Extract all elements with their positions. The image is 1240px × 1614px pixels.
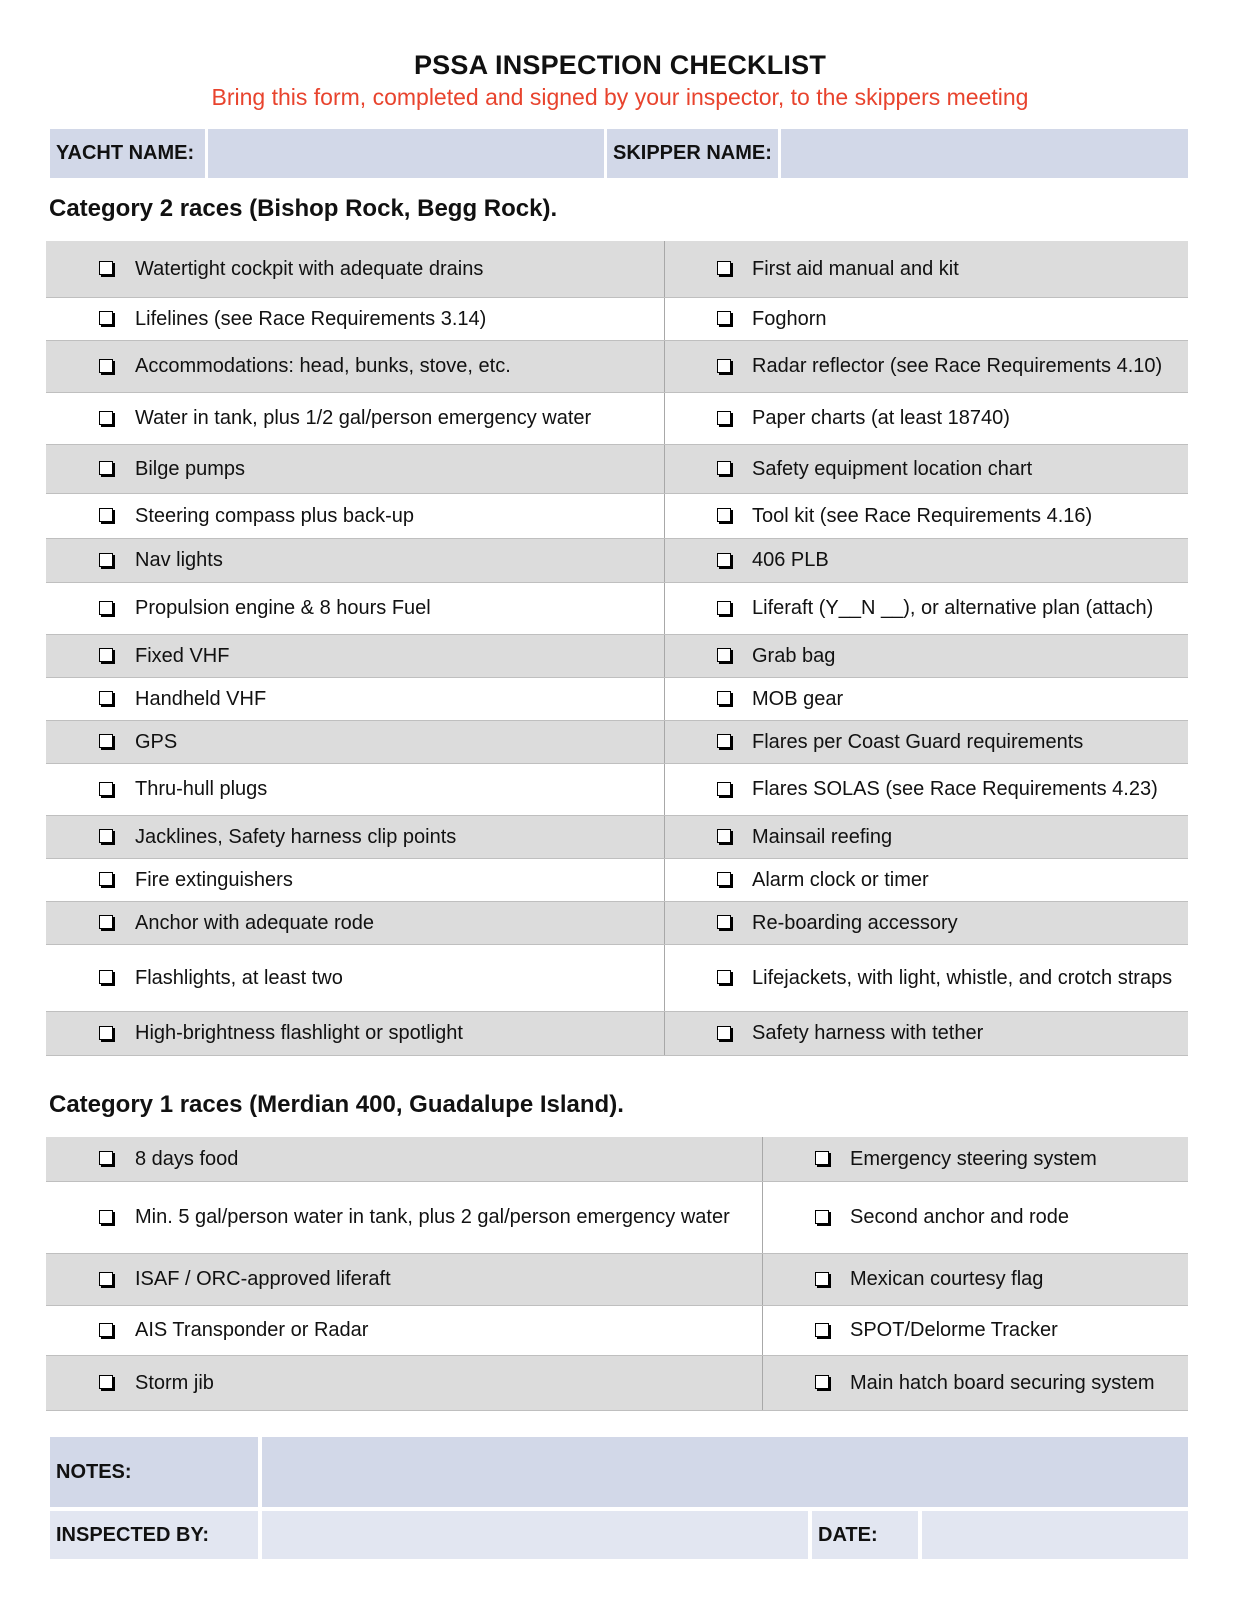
checklist-row <box>46 241 1188 298</box>
date-field[interactable] <box>922 1511 1188 1559</box>
checklist-item-label: Mexican courtesy flag <box>850 1268 1044 1290</box>
checklist-item <box>665 298 1188 340</box>
checklist-item <box>665 945 1188 1011</box>
checklist-item <box>46 494 665 538</box>
checkbox[interactable] <box>99 461 113 475</box>
checklist-item <box>665 678 1188 720</box>
page-title: PSSA INSPECTION CHECKLIST <box>413 50 827 80</box>
checkbox[interactable] <box>99 829 113 843</box>
checklist-row <box>46 816 1188 859</box>
checklist-item-label: GPS <box>135 730 178 753</box>
checklist-row <box>46 1306 1188 1356</box>
checkbox[interactable] <box>99 734 113 748</box>
checkbox[interactable] <box>99 915 113 929</box>
checkbox[interactable] <box>99 411 113 425</box>
checklist-item-label: Tool kit (see Race Requirements 4.16) <box>752 504 1093 527</box>
checkbox[interactable] <box>717 872 731 886</box>
checklist-row <box>46 1182 1188 1254</box>
checklist-item-label: SPOT/Delorme Tracker <box>850 1319 1058 1341</box>
checklist-item-label: 406 PLB <box>752 549 829 571</box>
checklist-item <box>665 764 1188 815</box>
checklist-item <box>46 816 665 858</box>
checklist-item <box>763 1254 1188 1305</box>
checklist-item <box>46 678 665 720</box>
checklist-item <box>665 393 1188 444</box>
checklist-item-label: Bilge pumps <box>135 457 246 480</box>
checklist-item-label: Flares per Coast Guard requirements <box>752 730 1084 753</box>
checklist-item <box>46 1306 763 1355</box>
checklist-item <box>46 1182 763 1253</box>
checklist-row <box>46 902 1188 945</box>
checklist-item-label: Steering compass plus back-up <box>135 504 415 527</box>
checkbox[interactable] <box>815 1272 829 1286</box>
checklist-item-label: Anchor with adequate rode <box>135 911 375 934</box>
checklist-item <box>46 945 665 1011</box>
checklist-item-label: Lifejackets, with light, whistle, and crotch straps <box>752 966 1173 989</box>
checklist-item <box>46 764 665 815</box>
checkbox[interactable] <box>99 872 113 886</box>
checklist-row <box>46 1137 1188 1182</box>
category-2-checklist <box>46 241 1188 1056</box>
checklist-item-label: Re-boarding accessory <box>752 911 958 934</box>
name-bar <box>50 129 1188 178</box>
checklist-item <box>665 445 1188 493</box>
category-1-heading: Category 1 races (Merdian 400, Guadalupe Island). <box>49 1091 624 1118</box>
checklist-item-label: First aid manual and kit <box>752 257 959 280</box>
checklist-item <box>763 1137 1188 1181</box>
checklist-item-label: Nav lights <box>135 549 223 571</box>
checklist-item <box>46 241 665 297</box>
checklist-item-label: Watertight cockpit with adequate drains <box>135 257 484 280</box>
checklist-item <box>665 341 1188 392</box>
checkbox[interactable] <box>99 648 113 662</box>
checklist-item-label: Paper charts (at least 18740) <box>752 407 1010 429</box>
notes-section <box>50 1437 1188 1507</box>
notes-field[interactable] <box>262 1437 1188 1507</box>
checklist-row <box>46 494 1188 539</box>
checkbox[interactable] <box>815 1151 829 1165</box>
checkbox[interactable] <box>717 915 731 929</box>
checkbox[interactable] <box>99 970 113 984</box>
date-label: DATE: <box>812 1511 918 1559</box>
checklist-item-label: Propulsion engine & 8 hours Fuel <box>135 597 431 619</box>
category-2-heading: Category 2 races (Bishop Rock, Begg Rock). <box>49 195 558 222</box>
checklist-item-label: Storm jib <box>135 1371 214 1394</box>
checklist-item <box>46 1012 665 1055</box>
checklist-item <box>46 1356 763 1410</box>
checklist-row <box>46 341 1188 393</box>
checkbox[interactable] <box>99 691 113 705</box>
yacht-name-label: YACHT NAME: <box>50 129 205 178</box>
checkbox[interactable] <box>717 1026 731 1040</box>
checklist-item-label: Lifelines (see Race Requirements 3.14) <box>135 307 487 330</box>
checklist-item <box>763 1356 1188 1410</box>
skipper-name-label: SKIPPER NAME: <box>607 129 778 178</box>
checklist-row <box>46 1254 1188 1306</box>
checkbox[interactable] <box>99 1210 113 1224</box>
checkbox[interactable] <box>717 311 731 325</box>
checklist-item <box>46 859 665 901</box>
checklist-row <box>46 678 1188 721</box>
checkbox[interactable] <box>99 359 113 373</box>
checklist-item-label: Radar reflector (see Race Requirements 4.10) <box>752 355 1163 377</box>
checkbox[interactable] <box>99 1151 113 1165</box>
checkbox[interactable] <box>99 311 113 325</box>
checkbox[interactable] <box>815 1323 829 1337</box>
checklist-item-label: Handheld VHF <box>135 687 267 710</box>
inspected-by-label: INSPECTED BY: <box>50 1511 258 1559</box>
checklist-item <box>763 1306 1188 1355</box>
checklist-item <box>46 341 665 392</box>
checklist-item <box>665 539 1188 582</box>
inspection-section <box>50 1511 1188 1559</box>
inspected-by-field[interactable] <box>262 1511 808 1559</box>
checkbox[interactable] <box>717 829 731 843</box>
checklist-item-label: 8 days food <box>135 1147 239 1170</box>
checklist-item <box>46 721 665 763</box>
checkbox[interactable] <box>717 782 731 796</box>
checklist-item-label: Emergency steering system <box>850 1147 1097 1170</box>
checklist-item-label: Min. 5 gal/person water in tank, plus 2 gal/person emergency water <box>135 1206 730 1228</box>
checkbox[interactable] <box>717 601 731 615</box>
checklist-item <box>46 298 665 340</box>
checkbox[interactable] <box>99 553 113 567</box>
checklist-item <box>46 1254 763 1305</box>
checklist-item-label: Flares SOLAS (see Race Requirements 4.23) <box>752 778 1158 800</box>
checklist-item-label: MOB gear <box>752 687 844 710</box>
checklist-item-label: Grab bag <box>752 644 836 667</box>
checkbox[interactable] <box>99 601 113 615</box>
checklist-item-label: Flashlights, at least two <box>135 966 343 989</box>
checklist-row <box>46 1356 1188 1411</box>
checklist-item <box>665 1012 1188 1055</box>
checklist-row <box>46 298 1188 341</box>
checklist-item <box>665 859 1188 901</box>
checklist-item <box>46 635 665 677</box>
checkbox[interactable] <box>717 691 731 705</box>
checklist-row <box>46 764 1188 816</box>
checklist-item <box>46 393 665 444</box>
checkbox[interactable] <box>717 261 731 275</box>
checklist-item <box>665 583 1188 634</box>
checklist-item <box>46 1137 763 1181</box>
checklist-row <box>46 539 1188 583</box>
checkbox[interactable] <box>815 1375 829 1389</box>
checkbox[interactable] <box>717 359 731 373</box>
checklist-row <box>46 445 1188 494</box>
checkbox[interactable] <box>717 461 731 475</box>
checklist-row <box>46 721 1188 764</box>
checklist-item-label: Second anchor and rode <box>850 1206 1070 1228</box>
checklist-item-label: Alarm clock or timer <box>752 868 929 891</box>
checklist-item <box>665 816 1188 858</box>
checklist-item-label: AIS Transponder or Radar <box>135 1319 369 1341</box>
checklist-item-label: Foghorn <box>752 307 827 330</box>
checkbox[interactable] <box>717 734 731 748</box>
checklist-item-label: High-brightness flashlight or spotlight <box>135 1022 463 1044</box>
checkbox[interactable] <box>717 648 731 662</box>
skipper-name-field[interactable] <box>781 129 1188 178</box>
checklist-item <box>763 1182 1188 1253</box>
checklist-item-label: Water in tank, plus 1/2 gal/person emergency water <box>135 407 592 429</box>
checkbox[interactable] <box>99 508 113 522</box>
checklist-row <box>46 945 1188 1012</box>
checklist-item <box>665 902 1188 944</box>
checklist-item <box>665 241 1188 297</box>
checkbox[interactable] <box>99 261 113 275</box>
checklist-row <box>46 635 1188 678</box>
checklist-item-label: Safety equipment location chart <box>752 457 1033 480</box>
checkbox[interactable] <box>717 411 731 425</box>
checklist-item <box>665 494 1188 538</box>
checklist-item-label: Jacklines, Safety harness clip points <box>135 825 457 848</box>
checkbox[interactable] <box>717 970 731 984</box>
yacht-name-field[interactable] <box>208 129 604 178</box>
checklist-item <box>46 583 665 634</box>
checklist-item-label: Accommodations: head, bunks, stove, etc. <box>135 355 511 377</box>
checklist-row <box>46 859 1188 902</box>
checklist-item <box>46 539 665 582</box>
checkbox[interactable] <box>717 553 731 567</box>
checkbox[interactable] <box>99 1375 113 1389</box>
checklist-item-label: Safety harness with tether <box>752 1022 984 1044</box>
checkbox[interactable] <box>99 1323 113 1337</box>
checklist-item-label: Mainsail reefing <box>752 825 893 848</box>
checklist-item-label: Liferaft (Y__N __), or alternative plan (attach) <box>752 597 1154 619</box>
form-instructions: Bring this form, completed and signed by your inspector, to the skippers meeting <box>211 84 1029 110</box>
checklist-item-label: Fixed VHF <box>135 644 230 667</box>
checklist-item-label: Fire extinguishers <box>135 868 293 891</box>
checklist-item <box>665 635 1188 677</box>
checklist-row <box>46 1012 1188 1056</box>
checkbox[interactable] <box>99 1272 113 1286</box>
notes-label: NOTES: <box>50 1437 258 1507</box>
checklist-item-label: Main hatch board securing system <box>850 1371 1155 1394</box>
checklist-item-label: ISAF / ORC-approved liferaft <box>135 1268 391 1290</box>
checkbox[interactable] <box>99 1026 113 1040</box>
checkbox[interactable] <box>717 508 731 522</box>
checklist-item <box>46 445 665 493</box>
checklist-item <box>665 721 1188 763</box>
checklist-row <box>46 583 1188 635</box>
category-1-checklist <box>46 1137 1188 1411</box>
checklist-item <box>46 902 665 944</box>
checkbox[interactable] <box>815 1210 829 1224</box>
checkbox[interactable] <box>99 782 113 796</box>
checklist-row <box>46 393 1188 445</box>
checklist-item-label: Thru-hull plugs <box>135 778 268 800</box>
